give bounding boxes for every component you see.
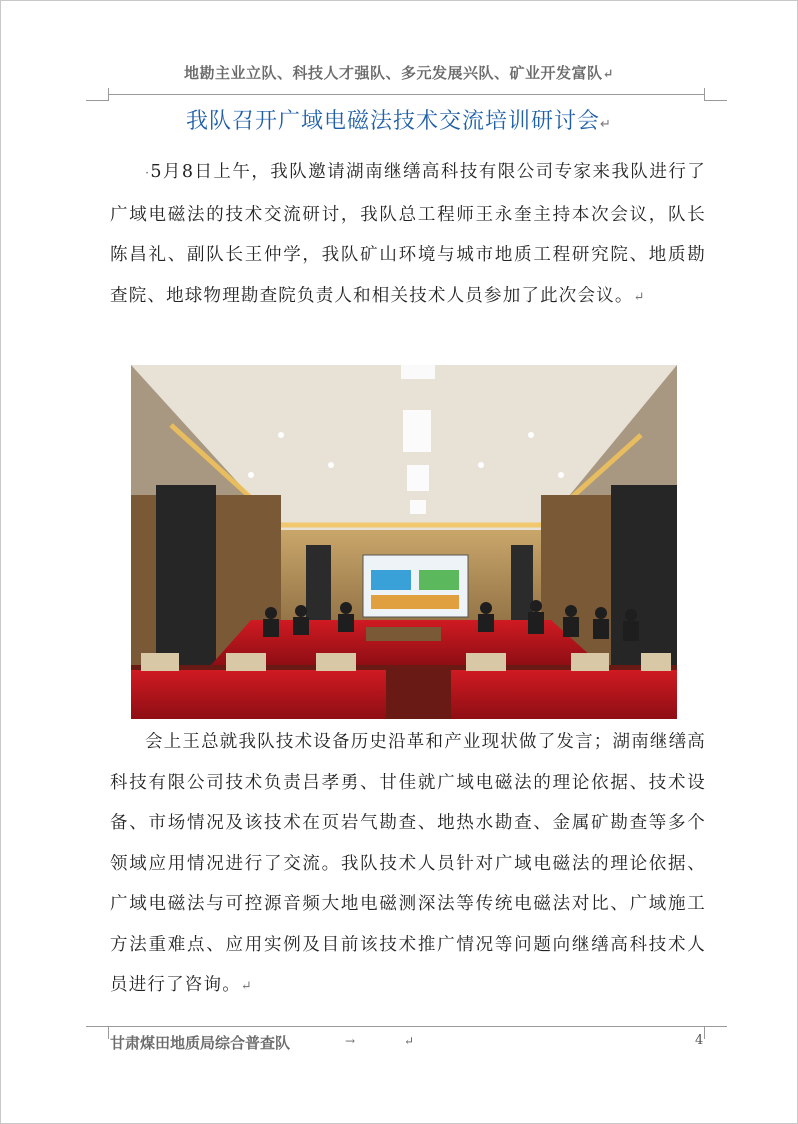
downlight <box>558 472 564 478</box>
margin-corner-bottom-right <box>704 1026 727 1039</box>
paragraph-mark: ↵ <box>633 289 646 305</box>
meeting-room-illustration <box>131 365 677 719</box>
header-slogan: 地勘主业立队、科技人才强队、多元发展兴队、矿业开发富队 <box>184 64 603 82</box>
paragraph-1 <box>110 152 706 318</box>
tab-mark: → <box>345 1034 356 1048</box>
margin-corner-bottom-left <box>86 1026 109 1039</box>
ceiling-light-3 <box>407 465 429 491</box>
paragraph-2-text: 会上王总就我队技术设备历史沿革和产业现状做了发言；湖南继缮高科技有限公司技术负责吕孝勇、甘佳就广域电磁法的理论依据、技术设备、市场情况及该技术在页岩气勘查、地热水勘查、金属矿勘查等多个领域应用情况进行了交流。我队技术人员针对广域电磁法的理论依据、广域电磁法与可控源音频大地电磁测深法等传统电磁法对比、广域施工方法重难点、应用实例及目前该技术推广情况等问题向继缮高科技术人员进行了咨询。 <box>110 732 706 995</box>
page-number: 4 <box>695 1033 704 1048</box>
table-center-piece <box>366 627 441 641</box>
article-title-text: 我队召开广域电磁法技术交流培训研讨会 <box>186 109 601 134</box>
paragraph-1-text: 5月8日上午，我队邀请湖南继缮高科技有限公司专家来我队进行了广域电磁法的技术交流研讨，我队总工程师王永奎主持本次会议，队长陈昌礼、副队长王仲学，我队矿山环境与城市地质工程研究院、地质勘查院、地球物理勘查院负责人和相关技术人员参加了此次会议。 <box>110 162 706 306</box>
margin-corner-top-right <box>704 88 727 101</box>
downlight <box>478 462 484 468</box>
margin-corner-top-left <box>86 88 109 101</box>
footer-divider <box>108 1026 704 1027</box>
front-table-right <box>451 670 677 719</box>
slide-figure <box>419 570 459 590</box>
downlight <box>528 432 534 438</box>
left-pillar <box>156 485 216 675</box>
article-title <box>0 104 798 135</box>
paragraph-mark: ↵ <box>240 979 253 994</box>
ceiling-light-4 <box>410 500 426 514</box>
footer-organization: 甘肃煤田地质局综合普查队 <box>110 1034 291 1052</box>
lead-mark: · <box>145 166 151 181</box>
header-divider <box>108 94 704 95</box>
ceiling-light-2 <box>403 410 431 452</box>
paragraph-mark: ↵ <box>602 67 614 82</box>
slide-figure <box>371 570 411 590</box>
front-table-left <box>131 670 386 719</box>
page-header <box>0 62 798 83</box>
right-pillar <box>611 485 677 675</box>
ceiling-light-1 <box>401 365 435 379</box>
paragraph-mark: ↵ <box>600 117 612 132</box>
paragraph-2 <box>110 722 706 1008</box>
meeting-room-photo <box>131 365 677 719</box>
downlight <box>278 432 284 438</box>
paragraph-mark: ↵ <box>404 1034 415 1048</box>
slide-figure <box>371 595 459 609</box>
downlight <box>328 462 334 468</box>
downlight <box>248 472 254 478</box>
